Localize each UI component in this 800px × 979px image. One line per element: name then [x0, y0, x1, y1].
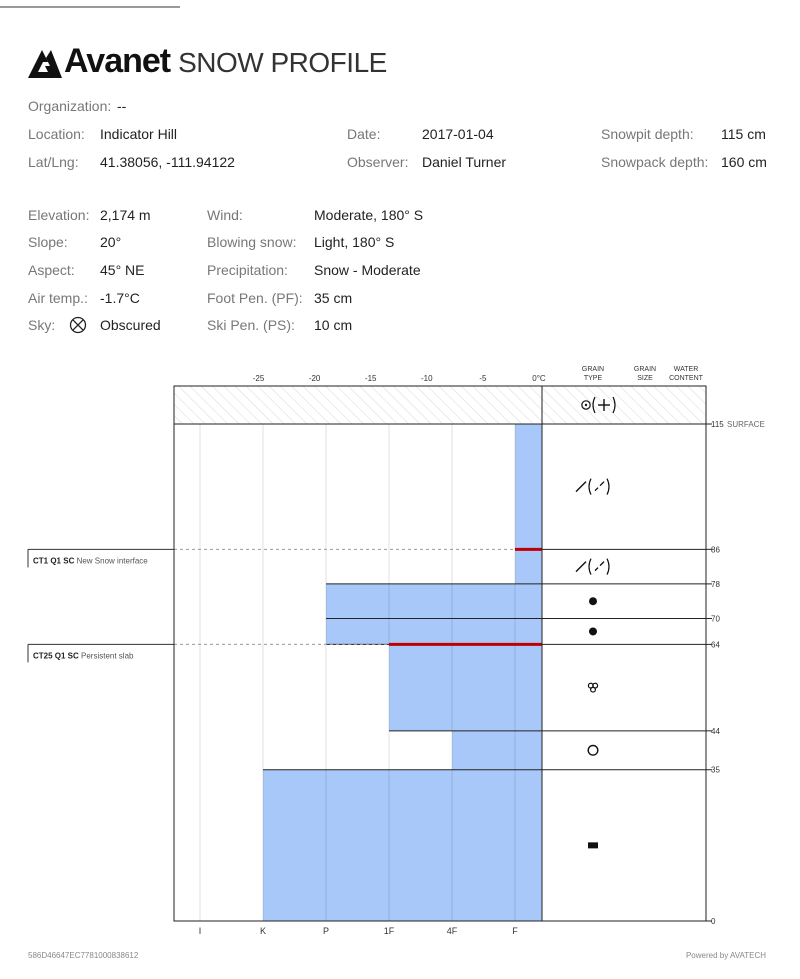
layer-hardness-bar: [515, 549, 542, 584]
slope-label: Slope:: [28, 234, 68, 250]
brand-name: Avanet: [64, 42, 171, 80]
blowing-snow-label: Blowing snow:: [207, 234, 297, 250]
elevation-value: 2,174 m: [100, 207, 151, 223]
latlng-label: Lat/Lng:: [28, 154, 79, 170]
wind-value: Moderate, 180° S: [314, 207, 424, 223]
temp-tick-label: -15: [364, 374, 377, 383]
surface-band: [174, 386, 706, 424]
hardness-tick-label: 4F: [446, 926, 458, 936]
grain-size-header: SIZE: [637, 375, 653, 382]
snow-profile-chart: [0, 355, 800, 955]
air-temp-value: -1.7°C: [100, 290, 140, 306]
snowpack-depth-label: Snowpack depth:: [601, 154, 709, 170]
observer-value: Daniel Turner: [422, 154, 507, 170]
obscured-sky-icon: [69, 316, 87, 334]
foot-pen-value: 35 cm: [314, 290, 353, 306]
ski-pen-value: 10 cm: [314, 317, 353, 333]
temp-tick-label: 0°C: [532, 374, 546, 383]
melt-freeze-crust-icon: [588, 842, 598, 848]
location-label: Location:: [28, 126, 85, 142]
hardness-tick-label: P: [322, 926, 330, 936]
rounded-grain-icon: [589, 627, 597, 635]
layer-hardness-bar: [326, 618, 542, 644]
grain-type-header: TYPE: [583, 375, 603, 382]
slope-value: 20°: [100, 234, 122, 250]
height-label: 70: [711, 614, 720, 624]
grain-size-header: GRAIN: [633, 366, 657, 373]
organization-label: Organization:: [28, 98, 112, 114]
blowing-snow-value: Light, 180° S: [314, 234, 395, 250]
temp-tick-label: -5: [479, 374, 487, 383]
precipitation-label: Precipitation:: [207, 262, 288, 278]
layer-hardness-bar: [389, 644, 542, 730]
observer-label: Observer:: [347, 154, 409, 170]
surface-label: SURFACE: [727, 420, 765, 429]
profile-svg: [0, 355, 800, 955]
decomposing-fragments-icon: [576, 559, 609, 575]
location-value: Indicator Hill: [100, 126, 178, 142]
snowpit-depth-label: Snowpit depth:: [601, 126, 694, 142]
powered-by: Powered by AVATECH: [685, 951, 766, 960]
precipitation-value: Snow - Moderate: [314, 262, 421, 278]
snowpit-depth-value: 115 cm: [721, 126, 766, 142]
height-label: 0: [711, 917, 716, 926]
air-temp-label: Air temp.:: [28, 290, 88, 306]
hardness-tick-label: K: [259, 926, 267, 936]
snowpack-depth-value: 160 cm: [721, 154, 767, 170]
grain-type-header: GRAIN: [581, 366, 605, 373]
organization-value: --: [117, 98, 127, 114]
rounded-grain-icon: [589, 597, 597, 605]
faceted-rounded-icon: [588, 683, 597, 692]
stability-test-label: CT25 Q1 SC Persistent slab: [33, 651, 134, 661]
height-label: 78: [711, 579, 720, 589]
date-label: Date:: [347, 126, 381, 142]
water-content-header: WATER: [673, 366, 699, 373]
date-value: 2017-01-04: [422, 126, 494, 142]
wind-label: Wind:: [207, 207, 243, 223]
height-label: 64: [711, 640, 720, 650]
foot-pen-label: Foot Pen. (PF):: [207, 290, 303, 306]
height-label: 35: [711, 765, 720, 775]
layer-hardness-bar: [326, 584, 542, 619]
hardness-tick-label: F: [512, 926, 518, 936]
temp-tick-label: -10: [421, 374, 433, 383]
ski-pen-label: Ski Pen. (PS):: [207, 317, 295, 333]
faceted-crystal-icon: [588, 745, 598, 755]
water-content-header: CONTENT: [669, 375, 703, 382]
aspect-label: Aspect:: [28, 262, 75, 278]
stability-test-label: CT1 Q1 SC New Snow interface: [33, 556, 148, 566]
profile-id: 586D46647EC7781000838612: [28, 951, 139, 960]
height-label: 44: [711, 726, 720, 736]
top-rule: [0, 6, 180, 8]
layer-hardness-bar: [452, 731, 542, 770]
elevation-label: Elevation:: [28, 207, 90, 223]
decomposing-fragments-icon: [576, 479, 609, 495]
latlng-value: 41.38056, -111.94122: [100, 154, 235, 170]
hardness-tick-label: 1F: [383, 926, 395, 936]
aspect-value: 45° NE: [100, 262, 145, 278]
page-title: SNOW PROFILE: [178, 47, 387, 78]
hardness-tick-label: I: [198, 926, 202, 936]
layer-hardness-bar: [263, 770, 542, 921]
height-label: 86: [711, 545, 720, 555]
height-label: 115: [711, 420, 724, 429]
sky-value: Obscured: [100, 317, 161, 333]
temp-tick-label: -25: [252, 374, 265, 383]
layer-hardness-bar: [515, 424, 542, 549]
sky-label: Sky:: [28, 317, 56, 333]
avanet-logo: [28, 38, 387, 78]
mountain-logo-icon: [28, 48, 62, 78]
temp-tick-label: -20: [308, 374, 321, 383]
